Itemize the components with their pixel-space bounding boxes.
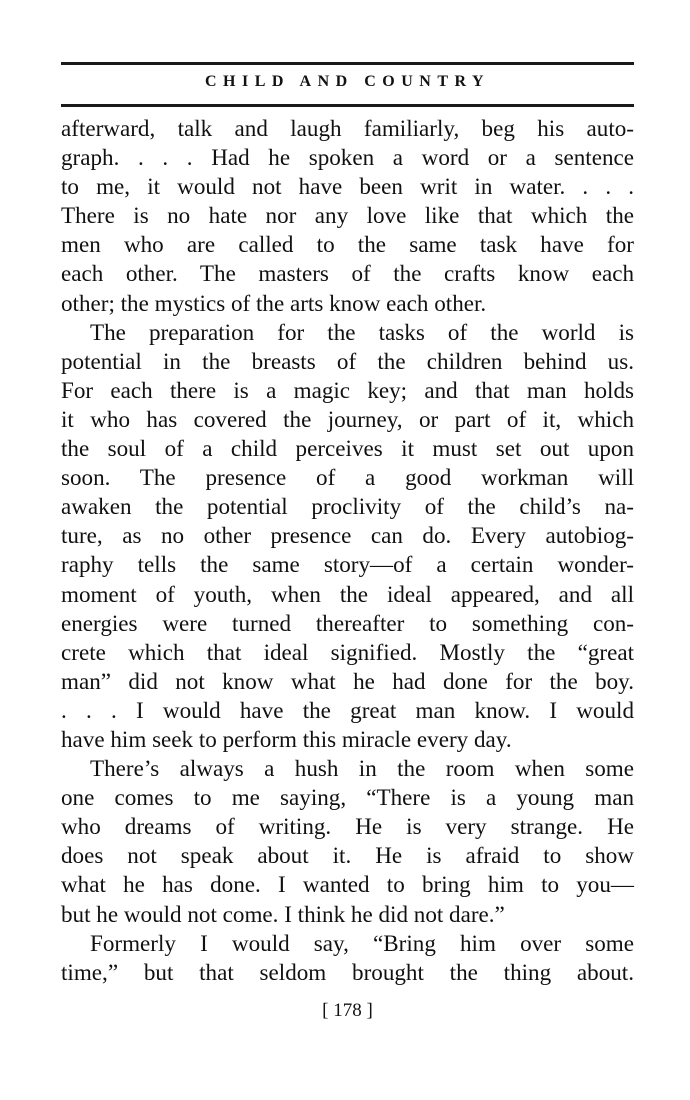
body-text [61,114,634,987]
text-line: men who are called to the same task have for [61,231,634,258]
text-line: man” did not know what he had done for the boy. [61,667,634,694]
text-line: raphy tells the same story—of a certain wonder- [61,551,634,578]
text-line: the soul of a child perceives it must set out upon [61,435,634,462]
page-number: [ 178 ] [322,1000,373,1021]
text-line: graph. . . . Had he spoken a word or a sentence [61,144,634,171]
text-line: other; the mystics of the arts know each other. [61,289,487,316]
paragraph-first-line: There’s always a hush in the room when some [90,755,634,782]
text-line: have him seek to perform this miracle every day. [61,725,512,752]
running-head: CHILD AND COUNTRY [204,73,491,90]
text-line: awaken the potential proclivity of the child’s na- [61,493,634,520]
text-line: crete which that ideal signified. Mostly the “great [61,638,634,665]
text-line: For each there is a magic key; and that man holds [61,376,634,403]
text-line: one comes to me saying, “There is a young man [61,784,634,811]
text-line: soon. The presence of a good workman will [61,464,634,491]
text-line: each other. The masters of the crafts know each [61,260,634,287]
text-line: There is no hate nor any love like that which the [61,202,634,229]
text-line: but he would not come. I think he did not dare.” [61,900,505,927]
header-rule-bottom [61,104,634,107]
header-rule-top [61,62,634,65]
text-line: potential in the breasts of the children behind us. [61,347,634,374]
text-line: time,” but that seldom brought the thing about. [61,958,634,985]
text-line: afterward, talk and laugh familiarly, beg his auto- [61,115,634,141]
text-line: . . . I would have the great man know. I would [61,696,634,723]
paragraph-first-line: Formerly I would say, “Bring him over some [90,929,634,956]
text-line: who dreams of writing. He is very strange. He [61,813,634,840]
text-line: ture, as no other presence can do. Every autobiog- [61,522,634,549]
text-line: what he has done. I wanted to bring him to you— [61,871,634,898]
text-line: moment of youth, when the ideal appeared, and all [61,580,634,607]
text-line: does not speak about it. He is afraid to show [61,842,634,869]
text-line: to me, it would not have been writ in water. . . . [61,173,634,200]
text-line: energies were turned thereafter to something con- [61,609,634,636]
paragraph-first-line: The preparation for the tasks of the world is [90,318,634,345]
text-line: it who has covered the journey, or part of it, which [61,405,634,432]
